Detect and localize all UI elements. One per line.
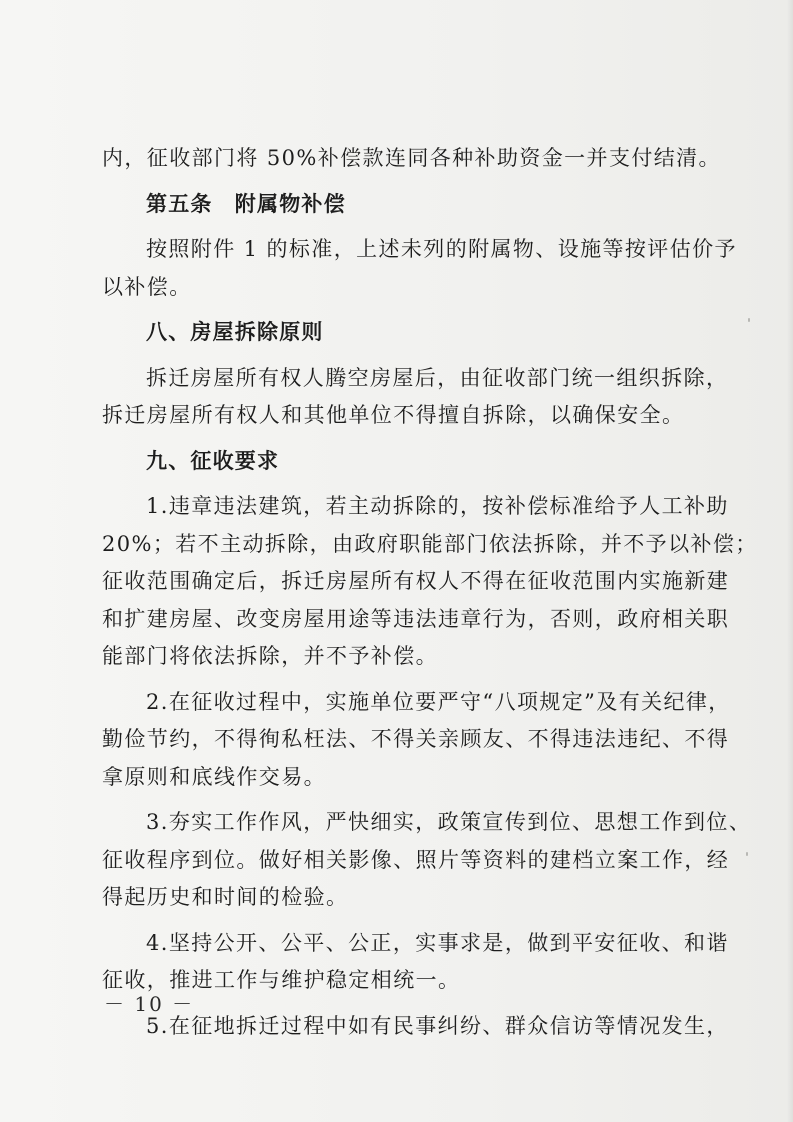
paragraph-line: 20%；若不主动拆除，由政府职能部门依法拆除，并不予以补偿； [102, 531, 758, 556]
paragraph-line: 4.坚持公开、公平、公正，实事求是，做到平安征收、和谐 [146, 930, 729, 955]
paragraph-line: 能部门将依法拆除，并不予补偿。 [102, 644, 438, 668]
paragraph-line: 勤俭节约，不得徇私枉法、不得关亲顾友、不得违法违纪、不得 [102, 727, 730, 751]
scan-speck [748, 318, 750, 322]
paragraph-line: 内，征收部门将 50%补偿款连同各种补助资金一并支付结清。 [102, 146, 721, 170]
paragraph-line: 和扩建房屋、改变房屋用途等违法违章行为，否则，政府相关职 [102, 606, 730, 631]
section-heading: 八、房屋拆除原则 [146, 320, 324, 344]
section-heading: 九、征收要求 [146, 448, 280, 473]
scan-speck [746, 852, 748, 856]
paragraph-line: 5.在征地拆迁过程中如有民事纠纷、群众信访等情况发生， [146, 1013, 729, 1038]
paragraph-line: 征收范围确定后，拆迁房屋所有权人不得在征收范围内实施新建 [102, 569, 730, 593]
paragraph-line: 按照附件 1 的标准，上述未列的附属物、设施等按评估价予 [146, 237, 737, 261]
article-heading: 第五条 附属物补偿 [146, 191, 346, 216]
paragraph-line: 得起历史和时间的检验。 [102, 885, 349, 909]
paragraph-line: 以补偿。 [102, 274, 192, 299]
paragraph-line: 1.违章违法建筑，若主动拆除的，按补偿标准给予人工补助 [146, 494, 729, 518]
document-body [102, 140, 758, 1045]
paragraph-line: 征收程序到位。做好相关影像、照片等资料的建档立案工作，经 [102, 847, 730, 872]
paragraph-line: 拿原则和底线作交易。 [102, 764, 326, 789]
paragraph-line: 3.夯实工作作风，严快细实，政策宣传到位、思想工作到位、 [146, 810, 752, 834]
paragraph-line: 征收，推进工作与维护稳定相统一。 [102, 968, 461, 992]
paragraph-line: 拆迁房屋所有权人和其他单位不得擅自拆除，以确保安全。 [102, 403, 685, 427]
scan-edge-shadow [787, 0, 793, 1122]
paragraph-line: 2.在征收过程中，实施单位要严守“八项规定”及有关纪律， [146, 689, 731, 714]
paragraph-line: 拆迁房屋所有权人腾空房屋后，由征收部门统一组织拆除， [146, 365, 729, 390]
page-number: － 10 － [104, 992, 195, 1016]
